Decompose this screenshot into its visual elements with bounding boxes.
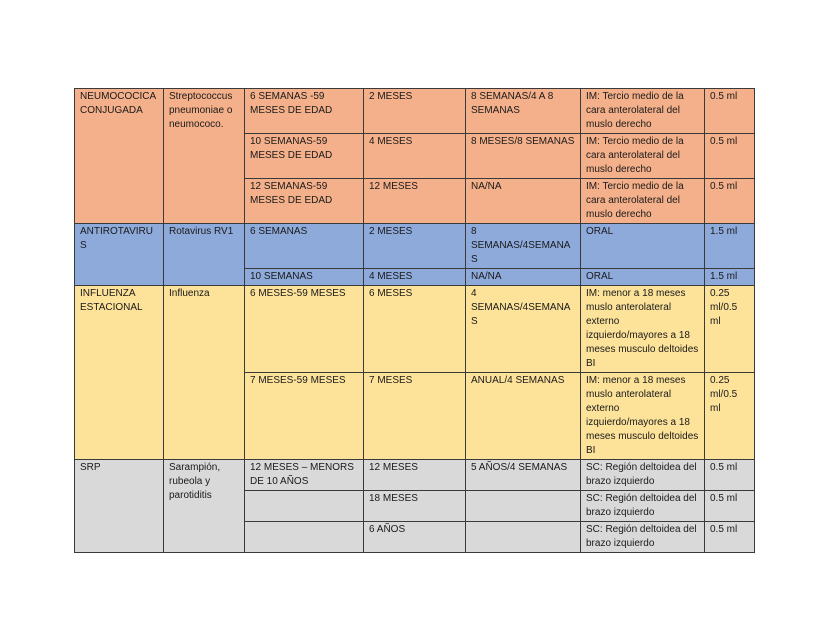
- dose-cell: 7 MESES: [364, 373, 466, 460]
- age-cell: 6 SEMANAS -59 MESES DE EDAD: [245, 89, 364, 134]
- dose-cell: 2 MESES: [364, 224, 466, 269]
- route-cell: IM: Tercio medio de la cara anterolateral del muslo derecho: [581, 89, 705, 134]
- dose-cell: 12 MESES: [364, 460, 466, 491]
- vaccine-name-cell: ANTIROTAVIRUS: [75, 224, 164, 286]
- interval-cell: 5 AÑOS/4 SEMANAS: [466, 460, 581, 491]
- interval-cell: 8 SEMANAS/4 A 8 SEMANAS: [466, 89, 581, 134]
- interval-cell: NA/NA: [466, 269, 581, 286]
- volume-cell: 0.5 ml: [705, 491, 755, 522]
- route-cell: IM: Tercio medio de la cara anterolateral del muslo derecho: [581, 134, 705, 179]
- dose-cell: 12 MESES: [364, 179, 466, 224]
- age-cell: 7 MESES-59 MESES: [245, 373, 364, 460]
- vaccine-name-cell: NEUMOCOCICA CONJUGADA: [75, 89, 164, 224]
- disease-cell: Rotavirus RV1: [164, 224, 245, 286]
- table-row: [75, 460, 755, 491]
- table-row: [75, 286, 755, 373]
- volume-cell: 0.5 ml: [705, 460, 755, 491]
- volume-cell: 0.25 ml/0.5 ml: [705, 373, 755, 460]
- interval-cell: 8 MESES/8 SEMANAS: [466, 134, 581, 179]
- age-cell: 12 MESES – MENORS DE 10 AÑOS: [245, 460, 364, 491]
- volume-cell: 0.25 ml/0.5 ml: [705, 286, 755, 373]
- dose-cell: 4 MESES: [364, 269, 466, 286]
- route-cell: SC: Región deltoidea del brazo izquierdo: [581, 522, 705, 553]
- age-cell: 6 SEMANAS: [245, 224, 364, 269]
- vaccine-name-cell: SRP: [75, 460, 164, 553]
- volume-cell: 1.5 ml: [705, 269, 755, 286]
- vaccination-schedule-table: [74, 88, 755, 553]
- age-cell: 10 SEMANAS-59 MESES DE EDAD: [245, 134, 364, 179]
- age-cell: [245, 491, 364, 522]
- age-cell: 10 SEMANAS: [245, 269, 364, 286]
- disease-cell: Influenza: [164, 286, 245, 460]
- interval-cell: NA/NA: [466, 179, 581, 224]
- volume-cell: 0.5 ml: [705, 179, 755, 224]
- interval-cell: ANUAL/4 SEMANAS: [466, 373, 581, 460]
- volume-cell: 1.5 ml: [705, 224, 755, 269]
- interval-cell: [466, 522, 581, 553]
- age-cell: [245, 522, 364, 553]
- route-cell: IM: Tercio medio de la cara anterolateral del muslo derecho: [581, 179, 705, 224]
- route-cell: ORAL: [581, 224, 705, 269]
- interval-cell: [466, 491, 581, 522]
- dose-cell: 6 MESES: [364, 286, 466, 373]
- dose-cell: 4 MESES: [364, 134, 466, 179]
- interval-cell: 8 SEMANAS/4SEMANAS: [466, 224, 581, 269]
- dose-cell: 18 MESES: [364, 491, 466, 522]
- volume-cell: 0.5 ml: [705, 134, 755, 179]
- interval-cell: 4 SEMANAS/4SEMANAS: [466, 286, 581, 373]
- dose-cell: 6 AÑOS: [364, 522, 466, 553]
- route-cell: IM: menor a 18 meses muslo anterolateral externo izquierdo/mayores a 18 meses musculo deltoides BI: [581, 373, 705, 460]
- vaccine-name-cell: INFLUENZA ESTACIONAL: [75, 286, 164, 460]
- route-cell: IM: menor a 18 meses muslo anterolateral externo izquierdo/mayores a 18 meses musculo deltoides BI: [581, 286, 705, 373]
- volume-cell: 0.5 ml: [705, 522, 755, 553]
- age-cell: 12 SEMANAS-59 MESES DE EDAD: [245, 179, 364, 224]
- disease-cell: Sarampión, rubeola y parotiditis: [164, 460, 245, 553]
- age-cell: 6 MESES-59 MESES: [245, 286, 364, 373]
- route-cell: SC: Región deltoidea del brazo izquierdo: [581, 491, 705, 522]
- disease-cell: Streptococcus pneumoniae o neumococo.: [164, 89, 245, 224]
- table-row: [75, 89, 755, 134]
- route-cell: ORAL: [581, 269, 705, 286]
- route-cell: SC: Región deltoidea del brazo izquierdo: [581, 460, 705, 491]
- table-row: [75, 224, 755, 269]
- volume-cell: 0.5 ml: [705, 89, 755, 134]
- dose-cell: 2 MESES: [364, 89, 466, 134]
